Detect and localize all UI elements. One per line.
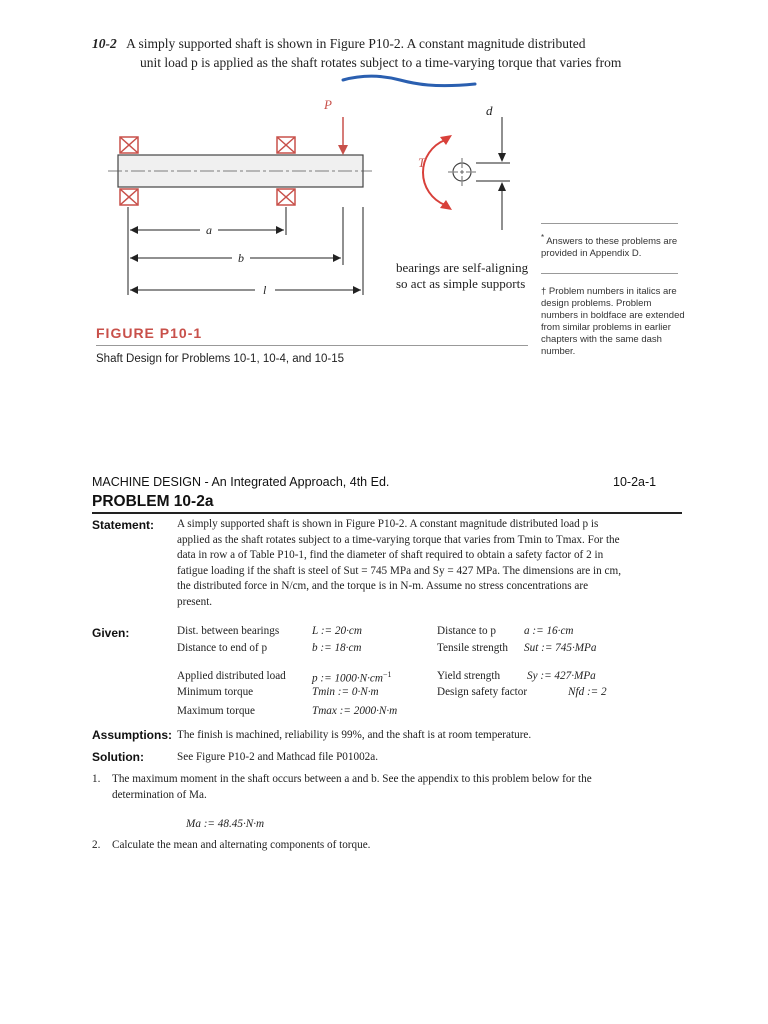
- bearing-right-top-icon: [277, 137, 295, 153]
- given-load-label: Applied distributed load: [177, 670, 286, 682]
- given-min-torque-value: Tmin := 0·N·m: [312, 686, 379, 698]
- step2-text: Calculate the mean and alternating components of torque.: [112, 839, 371, 851]
- step2-number: 2.: [92, 839, 101, 851]
- problem-text-line1: A simply supported shaft is shown in Figure P10-2. A constant magnitude distributed: [126, 36, 586, 51]
- bearing-left-bottom-icon: [120, 189, 138, 205]
- given-tensile-value: Sut := 745·MPa: [524, 642, 597, 654]
- step1-number: 1.: [92, 773, 101, 785]
- torque-arrow-icon: [423, 140, 445, 205]
- label-d: d: [486, 103, 493, 118]
- given-load-value: p := $1000\cdot N\cdot cm^{-1}$: [312, 670, 392, 685]
- problem-header-line1: [92, 36, 585, 52]
- label-T: T: [418, 155, 426, 170]
- label-b: b: [238, 251, 244, 265]
- figure-caption-title: FIGURE P10-1: [96, 325, 203, 341]
- solution-label: Solution:: [92, 750, 144, 764]
- given-dist-p-label: Distance to p: [437, 625, 497, 637]
- step1-text: The maximum moment in the shaft occurs between a and b. See the appendix to this problem below for the determination of Ma.: [112, 773, 592, 801]
- problem-text-line2: unit load p is applied as the shaft rotates subject to a time-varying torque that varies from: [140, 55, 622, 70]
- side-note-rule-2: [541, 273, 678, 274]
- given-yield-value: Sy := 427·MPa: [527, 670, 596, 682]
- label-P: P: [324, 97, 332, 112]
- given-dist-bearings-label: Dist. between bearings: [177, 625, 280, 637]
- bearing-right-bottom-icon: [277, 189, 295, 205]
- problem-title: PROBLEM 10-2a: [92, 493, 214, 510]
- bearing-note-2: so act as simple supports: [396, 276, 526, 291]
- moment-equation: Ma := 48.45·N·m: [186, 818, 265, 830]
- statement-label: Statement:: [92, 518, 155, 532]
- given-dist-p-value: a := 16·cm: [524, 625, 574, 637]
- given-min-torque-label: Minimum torque: [177, 686, 254, 698]
- figure-caption-sub: Shaft Design for Problems 10-1, 10-4, and 10-15: [96, 353, 345, 365]
- given-tensile-label: Tensile strength: [437, 642, 508, 654]
- assumptions-label: Assumptions:: [92, 728, 173, 742]
- page-code: 10-2a-1: [613, 475, 657, 489]
- given-dist-end-value: b := 18·cm: [312, 642, 362, 654]
- given-label: Given:: [92, 626, 130, 640]
- given-dist-bearings-value: L := 20·cm: [312, 625, 362, 637]
- given-safety-label: Design safety factor: [437, 686, 528, 698]
- problem-numbers-note: † Problem numbers in italics are design problems. Problem numbers in boldface are extended from similar problems in earlier chapters with the same dash number.: [541, 286, 685, 357]
- handwritten-underline: [340, 70, 480, 94]
- bearing-left-top-icon: [120, 137, 138, 153]
- statement-text: A simply supported shaft is shown in Figure P10-2. A constant magnitude distributed load p is applied as the shaft rotates subject to a time-varying torque that varies from Tmin to Tmax. For the data in row a of Table P10-1, find the diameter of shaft required to obtain a safety factor of 2 in fatigue loading if the shaft is steel of Sut = 745 MPa and Sy = 427 MPa. The dimensions are in cm, the distributed force in N/cm, and the torque is in N-m. Assume no stress concentrations are present.: [177, 518, 622, 608]
- problem-number: 10-2: [92, 36, 117, 51]
- given-max-torque-value: Tmax := 2000·N·m: [312, 705, 398, 717]
- given-max-torque-label: Maximum torque: [177, 705, 255, 717]
- label-l: l: [263, 283, 267, 297]
- book-title: MACHINE DESIGN - An Integrated Approach, 4th Ed.: [92, 475, 390, 489]
- given-safety-value: Nfd := 2: [568, 686, 607, 698]
- caption-rule: [96, 345, 528, 346]
- assumptions-text: The finish is machined, reliability is 99%, and the shaft is at room temperature.: [177, 729, 532, 741]
- bearing-note-1: bearings are self-aligning: [396, 260, 529, 275]
- answers-note: * Answers to these problems are provided in Appendix D.: [541, 233, 678, 260]
- solution-text: See Figure P10-2 and Mathcad file P01002a.: [177, 751, 379, 763]
- label-a: a: [206, 223, 212, 237]
- given-dist-end-label: Distance to end of p: [177, 642, 268, 654]
- given-yield-label: Yield strength: [437, 670, 501, 682]
- title-rule: [92, 512, 682, 514]
- side-note-rule-1: [541, 223, 678, 224]
